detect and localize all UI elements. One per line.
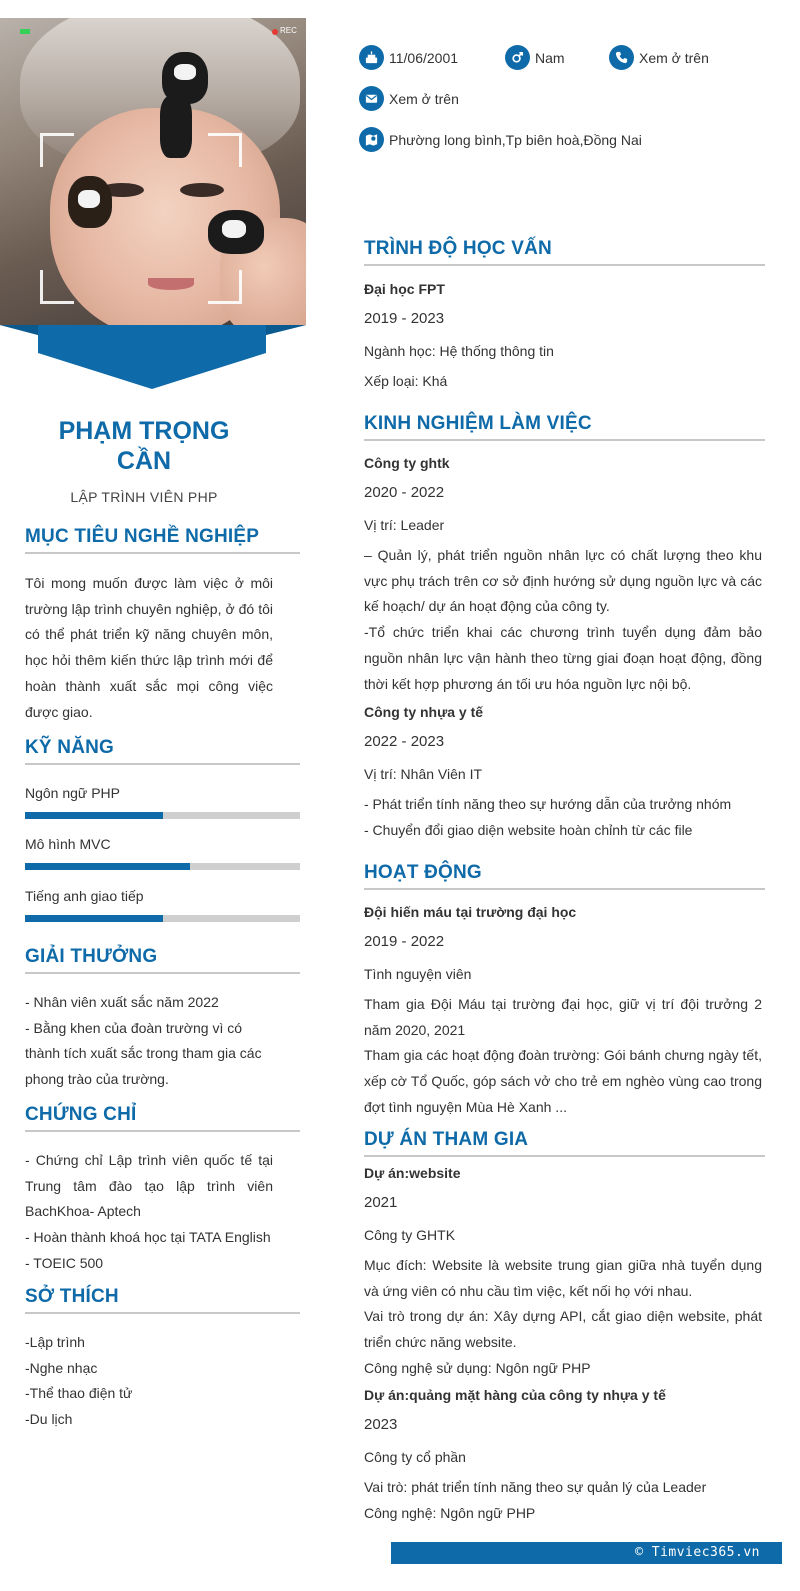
camera-frame-corner	[40, 270, 74, 304]
record-label: REC	[280, 26, 297, 35]
footer-bar	[391, 1542, 782, 1564]
phone-text: Xem ở trên	[639, 49, 709, 66]
job-role: LẬP TRÌNH VIÊN PHP	[70, 489, 218, 505]
project-description	[364, 1253, 762, 1382]
record-dot-icon	[272, 29, 278, 35]
name-line-1: PHẠM TRỌNG	[58, 417, 230, 445]
sticker-left-icon	[68, 176, 112, 228]
skill-label: Mô hình MVC	[25, 836, 111, 852]
gender-text: Nam	[535, 49, 565, 66]
activity-period: 2019 - 2022	[364, 933, 445, 950]
camera-frame-corner	[40, 133, 74, 167]
awards-list	[25, 990, 273, 1093]
birthday-text: 11/06/2001	[389, 49, 459, 66]
cake-icon	[359, 45, 384, 70]
gender-icon	[505, 45, 530, 70]
education-divider	[364, 264, 765, 266]
objective-title: MỤC TIÊU NGHỀ NGHIỆP	[25, 526, 260, 547]
name-line-2: CẦN	[116, 447, 172, 475]
map-pin-icon	[359, 127, 384, 152]
education-rank: Xếp loại: Khá	[364, 373, 448, 389]
mail-icon	[359, 86, 384, 111]
skills-title: KỸ NĂNG	[25, 737, 115, 758]
hobbies-list	[25, 1330, 273, 1433]
job-description	[364, 543, 762, 697]
education-title: TRÌNH ĐỘ HỌC VẤN	[364, 238, 552, 259]
project-description-line: Công nghệ sử dụng: Ngôn ngữ PHP	[364, 1359, 591, 1376]
contact-address	[359, 127, 642, 152]
hobby-item: -Thể thao điện tử	[25, 1385, 133, 1402]
skill-bar-fill	[25, 863, 190, 870]
projects-divider	[364, 1155, 765, 1157]
activities-title: HOẠT ĐỘNG	[364, 862, 482, 883]
profile-photo	[0, 18, 306, 325]
activity-description	[364, 992, 762, 1121]
certificates-divider	[25, 1130, 300, 1132]
skill-label: Tiếng anh giao tiếp	[25, 888, 144, 904]
battery-icon	[20, 29, 30, 34]
hobbies-title: SỞ THÍCH	[25, 1286, 119, 1307]
activity-description-line: Tham gia các hoạt động đoàn trường: Gói bánh chưng ngày tết, xếp cờ Tổ Quốc, góp sách vở cho trẻ em nghèo vùng cao trong đợt tình nguyện Mùa Hè Xanh ...	[364, 1047, 762, 1115]
objective-divider	[25, 552, 300, 554]
job-description-line: - Chuyển đổi giao diện website hoàn chỉnh từ các file	[364, 821, 693, 838]
project-name: Dự án:quảng mặt hàng của công ty nhựa y tế	[364, 1387, 666, 1403]
job-description	[364, 792, 762, 843]
skill-bar-fill	[25, 915, 163, 922]
contact-phone	[609, 45, 709, 70]
hobby-item: -Lập trình	[25, 1334, 85, 1350]
photo-mouth	[148, 278, 194, 290]
job-description-line: -Tổ chức triển khai các chương trình tuyển dụng đảm bảo nguồn nhân lực vận hành theo từng giai đoạn hoạt động, đồng thời kết hợp phương án tối ưu hóa nguồn lực nội bộ.	[364, 624, 762, 692]
camera-frame-corner	[208, 270, 242, 304]
education-major: Ngành học: Hệ thống thông tin	[364, 343, 554, 359]
certificate-item: - TOEIC 500	[25, 1254, 104, 1271]
job-description-line: – Quản lý, phát triển nguồn nhân lực có chất lượng theo khu vực phụ trách trên cơ sở định hướng sử dụng nguồn lực và các kế hoạch/ dự án hoạt động của công ty.	[364, 547, 762, 615]
job-company: Công ty ghtk	[364, 455, 450, 471]
awards-divider	[25, 972, 300, 974]
hobbies-divider	[25, 1312, 300, 1314]
project-company: Công ty cổ phần	[364, 1449, 466, 1465]
award-item: - Nhân viên xuất sắc năm 2022	[25, 994, 219, 1010]
activities-divider	[364, 888, 765, 890]
photo-eye-right	[180, 183, 224, 197]
awards-title: GIẢI THƯỞNG	[25, 946, 158, 967]
award-item: - Bằng khen của đoàn trường vì có thành tích xuất sắc trong tham gia các phong trào của trường.	[25, 1019, 262, 1088]
hobby-item: -Nghe nhạc	[25, 1359, 98, 1376]
skill-label: Ngôn ngữ PHP	[25, 785, 120, 801]
address-text: Phường long bình,Tp biên hoà,Đồng Nai	[389, 131, 642, 148]
sticker-body-icon	[160, 96, 192, 158]
job-period: 2020 - 2022	[364, 484, 445, 501]
contact-birthday	[359, 45, 458, 70]
project-year: 2021	[364, 1194, 398, 1211]
sticker-right-icon	[208, 210, 264, 254]
projects-title: DỰ ÁN THAM GIA	[364, 1129, 529, 1150]
footer-brand[interactable]: © Timviec365.vn	[635, 1545, 760, 1560]
certificates-list	[25, 1148, 273, 1277]
project-description-line: Vai trò trong dự án: Xây dựng API, cắt giao diện website, phát triển chức năng website.	[364, 1308, 762, 1351]
email-text: Xem ở trên	[389, 90, 459, 107]
job-position: Vị trí: Leader	[364, 517, 445, 533]
experience-title: KINH NGHIỆM LÀM VIỆC	[364, 413, 592, 434]
job-period: 2022 - 2023	[364, 733, 445, 750]
hobby-item: -Du lịch	[25, 1411, 73, 1428]
project-company: Công ty GHTK	[364, 1227, 456, 1243]
activity-name: Đội hiến máu tại trường đại học	[364, 904, 577, 920]
skill-bar-fill	[25, 812, 163, 819]
education-school: Đại học FPT	[364, 281, 445, 297]
certificates-title: CHỨNG CHỈ	[25, 1104, 137, 1125]
certificate-item: - Chứng chỉ Lập trình viên quốc tế tại Trung tâm đào tạo lập trình viên BachKhoa- Aptech	[25, 1152, 273, 1220]
project-year: 2023	[364, 1416, 398, 1433]
certificate-item: - Hoàn thành khoá học tại TATA English	[25, 1229, 271, 1246]
project-name: Dự án:website	[364, 1165, 461, 1181]
job-company: Công ty nhựa y tế	[364, 704, 484, 720]
activity-description-line: Tham gia Đội Máu tại trường đại học, giữ vị trí đội trưởng 2 năm 2020, 2021	[364, 996, 762, 1038]
skills-divider	[25, 763, 300, 765]
experience-divider	[364, 439, 765, 441]
camera-frame-corner	[208, 133, 242, 167]
candidate-name	[0, 416, 288, 476]
project-description-line: Vai trò: phát triển tính năng theo sự quản lý của Leader	[364, 1479, 707, 1495]
activity-role: Tình nguyện viên	[364, 966, 472, 982]
skill-bar	[25, 915, 300, 922]
job-position: Vị trí: Nhân Viên IT	[364, 766, 483, 782]
objective-text: Tôi mong muốn được làm việc ở môi trường lập trình chuyên nghiệp, ở đó tôi có thể phát triển kỹ năng chuyên môn, học hỏi thêm kiến thức lập trình mới để hoàn thành xuất sắc mọi công việc được giao.	[25, 575, 273, 720]
contact-gender	[505, 45, 565, 70]
skill-bar	[25, 812, 300, 819]
phone-icon	[609, 45, 634, 70]
photo-ribbon	[0, 325, 306, 389]
job-description-line: - Phát triển tính năng theo sự hướng dẫn của trưởng nhóm	[364, 796, 732, 812]
project-description-line: Công nghệ: Ngôn ngữ PHP	[364, 1504, 536, 1521]
contact-email	[359, 86, 459, 111]
project-description-line: Mục đích: Website là website trung gian giữa nhà tuyển dụng và ứng viên có nhu cầu tìm việc, kết nối họ với nhau.	[364, 1257, 762, 1299]
education-period: 2019 - 2023	[364, 310, 445, 327]
skill-bar	[25, 863, 300, 870]
project-description	[364, 1475, 762, 1526]
